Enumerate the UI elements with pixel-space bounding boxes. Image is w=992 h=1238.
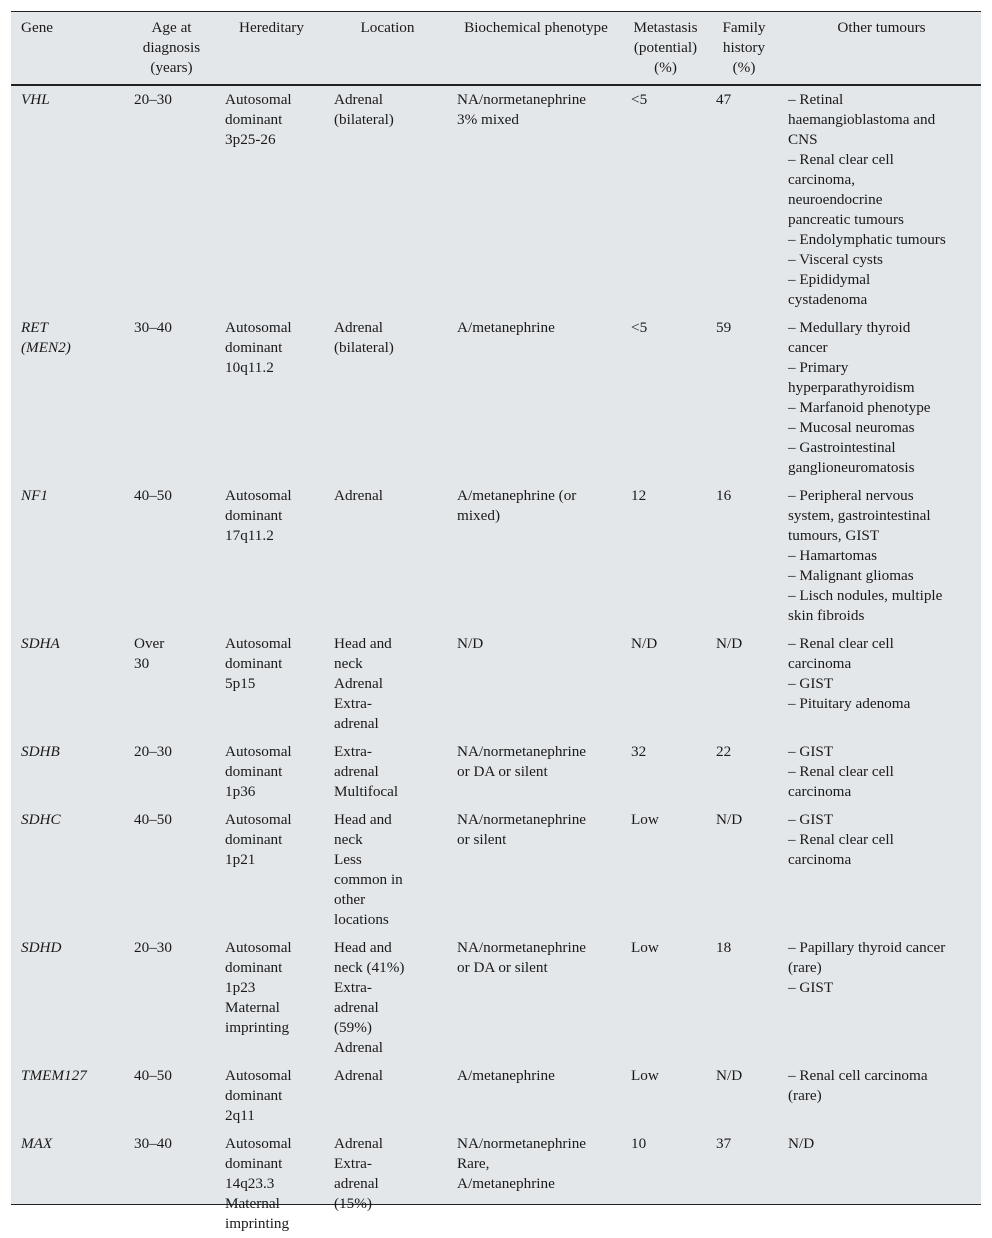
cell-text-line: 16 — [716, 487, 732, 504]
cell-text-line: 40–50 — [134, 487, 172, 504]
cell-text-line: (bilateral) — [334, 339, 394, 356]
cell-text-line: – Hamartomas — [788, 547, 877, 564]
cell-metastasis — [621, 806, 706, 934]
table-row — [11, 85, 981, 314]
cell-family-history — [706, 482, 778, 630]
cell-location — [324, 806, 447, 934]
cell-family-history — [706, 314, 778, 482]
cell-text-line: Metastasis — [633, 19, 698, 36]
cell-text-line: dominant — [225, 1155, 283, 1172]
cell-family-history — [706, 1130, 778, 1238]
cell-text-line: skin fibroids — [788, 607, 865, 624]
cell-text-line: dominant — [225, 111, 283, 128]
cell-family-history — [706, 1062, 778, 1130]
cell-text-line: neck — [334, 655, 363, 672]
cell-text-line: N/D — [788, 1135, 815, 1152]
cell-metastasis — [621, 482, 706, 630]
cell-other-tumours — [778, 1130, 981, 1238]
cell-text-line: Extra- — [334, 979, 372, 996]
cell-hereditary — [215, 630, 324, 738]
cell-text-line: 37 — [716, 1135, 732, 1152]
cell-text-line: adrenal — [334, 1175, 379, 1192]
cell-text-line: (%) — [732, 59, 756, 76]
cell-text-line: Adrenal — [334, 91, 383, 108]
table-row — [11, 482, 981, 630]
cell-text-line: Location — [360, 19, 415, 36]
cell-text-line: mixed) — [457, 507, 501, 524]
cell-text-line: 17q11.2 — [225, 527, 274, 544]
cell-text-line: diagnosis — [142, 39, 201, 56]
cell-text-line: – GIST — [788, 811, 834, 828]
cell-other-tumours — [778, 85, 981, 314]
cell-location — [324, 482, 447, 630]
cell-text-line: – Primary — [788, 359, 849, 376]
cell-text-line: Gene — [21, 19, 54, 36]
cell-text-line: – GIST — [788, 675, 834, 692]
cell-text-line: 1p23 — [225, 979, 256, 996]
cell-text-line: dominant — [225, 763, 283, 780]
cell-text-line: – Marfanoid phenotype — [788, 399, 931, 416]
cell-text-line: Autosomal — [225, 487, 292, 504]
cell-text-line: Head and — [334, 939, 392, 956]
cell-other-tumours — [778, 1062, 981, 1130]
cell-biochemical — [447, 482, 621, 630]
table-row — [11, 1130, 981, 1238]
cell-text-line: neck (41%) — [334, 959, 405, 976]
cell-text-line: dominant — [225, 507, 283, 524]
cell-metastasis — [621, 934, 706, 1062]
cell-text-line: (rare) — [788, 1087, 822, 1104]
cell-text-line: dominant — [225, 655, 283, 672]
cell-text-line: N/D — [716, 635, 743, 652]
cell-text-line: 32 — [631, 743, 647, 760]
cell-hereditary — [215, 1062, 324, 1130]
cell-text-line: carcinoma — [788, 655, 852, 672]
cell-gene — [11, 314, 124, 482]
cell-text-line: 12 — [631, 487, 647, 504]
cell-gene — [11, 630, 124, 738]
cell-location — [324, 934, 447, 1062]
cell-gene — [11, 1062, 124, 1130]
cell-metastasis — [621, 1062, 706, 1130]
cell-location — [324, 1062, 447, 1130]
cell-text-line: – Mucosal neuromas — [788, 419, 915, 436]
cell-text-line: 20–30 — [134, 743, 172, 760]
cell-text-line: Age at — [151, 19, 192, 36]
cell-text-line: 2q11 — [225, 1107, 255, 1124]
cell-text-line: Autosomal — [225, 91, 292, 108]
cell-biochemical — [447, 85, 621, 314]
cell-text-line: dominant — [225, 831, 283, 848]
cell-text-line: other — [334, 891, 366, 908]
cell-text-line: 20–30 — [134, 939, 172, 956]
cell-text-line: imprinting — [225, 1019, 290, 1036]
cell-text-line: haemangioblastoma and — [788, 111, 936, 128]
cell-text-line: N/D — [457, 635, 484, 652]
cell-text-line: (bilateral) — [334, 111, 394, 128]
cell-text-line: Head and — [334, 635, 392, 652]
cell-text-line: SDHB — [21, 743, 60, 760]
table-row — [11, 1062, 981, 1130]
cell-text-line: Hereditary — [239, 19, 304, 36]
cell-text-line: 3p25-26 — [225, 131, 276, 148]
cell-text-line: history — [722, 39, 766, 56]
cell-gene — [11, 738, 124, 806]
cell-text-line: Extra- — [334, 1155, 372, 1172]
cell-text-line: cystadenoma — [788, 291, 868, 308]
cell-text-line: NA/normetanephrine — [457, 91, 587, 108]
cell-text-line: Over — [134, 635, 165, 652]
cell-metastasis — [621, 85, 706, 314]
cell-text-line: – Renal clear cell — [788, 763, 894, 780]
cell-text-line: VHL — [21, 91, 50, 108]
cell-other-tumours — [778, 482, 981, 630]
cell-family-history — [706, 630, 778, 738]
cell-text-line: MAX — [21, 1135, 53, 1152]
cell-text-line: Adrenal — [334, 1039, 383, 1056]
cell-other-tumours — [778, 630, 981, 738]
cell-text-line: adrenal — [334, 715, 379, 732]
cell-text-line: 30 — [134, 655, 150, 672]
header-gene — [11, 12, 124, 85]
cell-text-line: – Gastrointestinal — [788, 439, 896, 456]
cell-text-line: – Endolymphatic tumours — [788, 231, 946, 248]
cell-text-line: cancer — [788, 339, 828, 356]
header-family-history — [706, 12, 778, 85]
cell-metastasis — [621, 630, 706, 738]
cell-text-line: – Renal cell carcinoma — [788, 1067, 928, 1084]
cell-text-line: Adrenal — [334, 319, 383, 336]
cell-text-line: 5p15 — [225, 675, 256, 692]
cell-text-line: TMEM127 — [21, 1067, 87, 1084]
cell-text-line: carcinoma — [788, 783, 852, 800]
cell-text-line: Extra- — [334, 695, 372, 712]
cell-text-line: NA/normetanephrine — [457, 743, 587, 760]
cell-hereditary — [215, 806, 324, 934]
cell-text-line: adrenal — [334, 763, 379, 780]
cell-text-line: dominant — [225, 1087, 283, 1104]
cell-biochemical — [447, 630, 621, 738]
cell-text-line: NA/normetanephrine — [457, 811, 587, 828]
cell-text-line: Autosomal — [225, 319, 292, 336]
cell-text-line: Other tumours — [837, 19, 926, 36]
cell-text-line: 40–50 — [134, 811, 172, 828]
cell-text-line: Biochemical phenotype — [464, 19, 608, 36]
table-row — [11, 314, 981, 482]
cell-text-line: – Visceral cysts — [788, 251, 883, 268]
cell-text-line: Autosomal — [225, 1067, 292, 1084]
cell-text-line: system, gastrointestinal — [788, 507, 931, 524]
cell-text-line: NF1 — [21, 487, 49, 504]
table-row — [11, 630, 981, 738]
cell-text-line: N/D — [631, 635, 658, 652]
cell-text-line: 10 — [631, 1135, 647, 1152]
cell-text-line: Low — [631, 811, 659, 828]
cell-gene — [11, 482, 124, 630]
cell-text-line: 3% mixed — [457, 111, 520, 128]
cell-hereditary — [215, 1130, 324, 1238]
cell-location — [324, 85, 447, 314]
cell-gene — [11, 934, 124, 1062]
cell-text-line: A/metanephrine — [457, 1067, 555, 1084]
cell-metastasis — [621, 314, 706, 482]
cell-text-line: or silent — [457, 831, 507, 848]
header-other-tumours — [778, 12, 981, 85]
cell-location — [324, 738, 447, 806]
cell-text-line: CNS — [788, 131, 818, 148]
cell-text-line: Low — [631, 939, 659, 956]
cell-biochemical — [447, 1062, 621, 1130]
cell-text-line: Less — [334, 851, 362, 868]
cell-text-line: A/metanephrine — [457, 1175, 555, 1192]
cell-text-line: A/metanephrine (or — [457, 487, 577, 504]
cell-text-line: Autosomal — [225, 635, 292, 652]
cell-gene — [11, 85, 124, 314]
cell-text-line: – Retinal — [788, 91, 844, 108]
cell-text-line: neuroendocrine — [788, 191, 883, 208]
cell-text-line: 10q11.2 — [225, 359, 274, 376]
cell-text-line: carcinoma — [788, 851, 852, 868]
cell-text-line: 30–40 — [134, 1135, 172, 1152]
cell-metastasis — [621, 1130, 706, 1238]
cell-text-line: – Epididymal — [788, 271, 871, 288]
cell-text-line: SDHA — [21, 635, 60, 652]
cell-text-line: Extra- — [334, 743, 372, 760]
cell-text-line: Adrenal — [334, 487, 383, 504]
cell-text-line: Autosomal — [225, 939, 292, 956]
cell-age — [124, 806, 215, 934]
cell-text-line: pancreatic tumours — [788, 211, 904, 228]
cell-biochemical — [447, 806, 621, 934]
cell-biochemical — [447, 1130, 621, 1238]
cell-text-line: (%) — [654, 59, 677, 76]
cell-text-line: Adrenal — [334, 1135, 383, 1152]
cell-text-line: neck — [334, 831, 363, 848]
cell-age — [124, 482, 215, 630]
header-row — [11, 12, 981, 85]
cell-hereditary — [215, 482, 324, 630]
cell-text-line: – Pituitary adenoma — [788, 695, 911, 712]
cell-text-line: – GIST — [788, 743, 834, 760]
cell-text-line: (years) — [150, 59, 193, 76]
cell-text-line: – Medullary thyroid — [788, 319, 911, 336]
cell-text-line: – Papillary thyroid cancer — [788, 939, 946, 956]
cell-text-line: Autosomal — [225, 1135, 292, 1152]
cell-age — [124, 85, 215, 314]
cell-biochemical — [447, 934, 621, 1062]
cell-text-line: – Peripheral nervous — [788, 487, 914, 504]
cell-text-line: common in — [334, 871, 403, 888]
cell-hereditary — [215, 934, 324, 1062]
cell-text-line: SDHC — [21, 811, 61, 828]
cell-text-line: <5 — [631, 319, 648, 336]
cell-text-line: – GIST — [788, 979, 834, 996]
cell-text-line: 59 — [716, 319, 732, 336]
cell-text-line: N/D — [716, 1067, 743, 1084]
cell-family-history — [706, 738, 778, 806]
cell-text-line: 47 — [716, 91, 732, 108]
cell-text-line: Rare, — [457, 1155, 490, 1172]
cell-text-line: (15%) — [334, 1195, 372, 1212]
cell-text-line: hyperparathyroidism — [788, 379, 915, 396]
cell-text-line: 1p21 — [225, 851, 256, 868]
cell-text-line: – Malignant gliomas — [788, 567, 914, 584]
cell-text-line: – Renal clear cell — [788, 635, 894, 652]
cell-text-line: RET — [21, 319, 49, 336]
cell-text-line: 14q23.3 — [225, 1175, 275, 1192]
header-biochemical — [447, 12, 621, 85]
cell-family-history — [706, 806, 778, 934]
cell-family-history — [706, 934, 778, 1062]
cell-text-line: Head and — [334, 811, 392, 828]
cell-location — [324, 1130, 447, 1238]
cell-other-tumours — [778, 314, 981, 482]
cell-text-line: – Renal clear cell — [788, 151, 894, 168]
cell-text-line: locations — [334, 911, 389, 928]
cell-text-line: or DA or silent — [457, 763, 548, 780]
cell-location — [324, 630, 447, 738]
cell-text-line: 20–30 — [134, 91, 172, 108]
cell-text-line: tumours, GIST — [788, 527, 880, 544]
cell-text-line: – Lisch nodules, multiple — [788, 587, 943, 604]
cell-text-line: Multifocal — [334, 783, 399, 800]
cell-text-line: Autosomal — [225, 811, 292, 828]
cell-age — [124, 738, 215, 806]
cell-text-line: Adrenal — [334, 675, 383, 692]
cell-age — [124, 1130, 215, 1238]
cell-other-tumours — [778, 934, 981, 1062]
cell-age — [124, 934, 215, 1062]
cell-other-tumours — [778, 806, 981, 934]
cell-text-line: dominant — [225, 339, 283, 356]
cell-text-line: N/D — [716, 811, 743, 828]
cell-text-line: Autosomal — [225, 743, 292, 760]
cell-gene — [11, 806, 124, 934]
cell-other-tumours — [778, 738, 981, 806]
cell-text-line: Adrenal — [334, 1067, 383, 1084]
cell-metastasis — [621, 738, 706, 806]
cell-biochemical — [447, 738, 621, 806]
cell-text-line: A/metanephrine — [457, 319, 555, 336]
cell-gene — [11, 1130, 124, 1238]
header-metastasis — [621, 12, 706, 85]
cell-biochemical — [447, 314, 621, 482]
cell-hereditary — [215, 738, 324, 806]
cell-text-line: Maternal — [225, 1195, 280, 1212]
table-row — [11, 806, 981, 934]
cell-family-history — [706, 85, 778, 314]
header-age — [124, 12, 215, 85]
cell-text-line: (MEN2) — [21, 339, 71, 356]
cell-text-line: 30–40 — [134, 319, 172, 336]
table-body — [11, 85, 981, 1238]
cell-age — [124, 1062, 215, 1130]
cell-text-line: – Renal clear cell — [788, 831, 894, 848]
cell-text-line: carcinoma, — [788, 171, 856, 188]
cell-text-line: 1p36 — [225, 783, 256, 800]
table-row — [11, 738, 981, 806]
header-hereditary — [215, 12, 324, 85]
cell-location — [324, 314, 447, 482]
table-container — [11, 11, 981, 1232]
cell-text-line: 18 — [716, 939, 732, 956]
cell-age — [124, 630, 215, 738]
cell-text-line: Family — [722, 19, 766, 36]
cell-hereditary — [215, 85, 324, 314]
cell-age — [124, 314, 215, 482]
cell-text-line: ganglioneuromatosis — [788, 459, 915, 476]
cell-text-line: (rare) — [788, 959, 822, 976]
cell-text-line: or DA or silent — [457, 959, 548, 976]
cell-text-line: 40–50 — [134, 1067, 172, 1084]
cell-text-line: <5 — [631, 91, 648, 108]
gene-table — [11, 12, 981, 1238]
cell-text-line: Low — [631, 1067, 659, 1084]
cell-text-line: NA/normetanephrine — [457, 939, 587, 956]
cell-hereditary — [215, 314, 324, 482]
cell-text-line: adrenal — [334, 999, 379, 1016]
cell-text-line: imprinting — [225, 1215, 290, 1232]
cell-text-line: 22 — [716, 743, 732, 760]
cell-text-line: Maternal — [225, 999, 280, 1016]
cell-text-line: NA/normetanephrine — [457, 1135, 587, 1152]
cell-text-line: SDHD — [21, 939, 62, 956]
header-location — [324, 12, 447, 85]
table-row — [11, 934, 981, 1062]
cell-text-line: (59%) — [334, 1019, 372, 1036]
cell-text-line: (potential) — [633, 39, 698, 56]
cell-text-line: dominant — [225, 959, 283, 976]
